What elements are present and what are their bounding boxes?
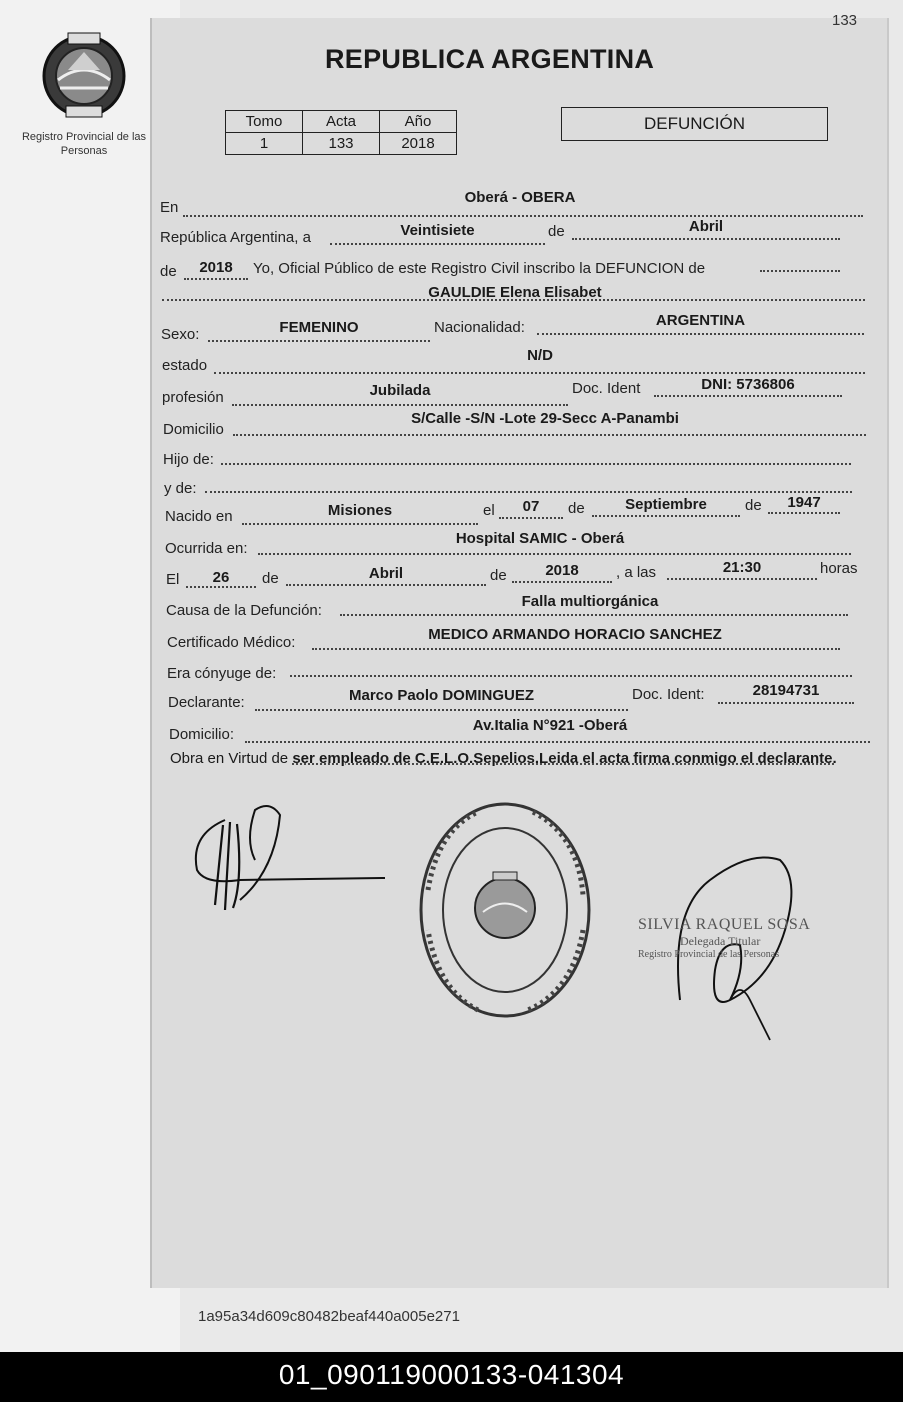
value-nacionalidad: ARGENTINA [655, 312, 746, 329]
value-doc-ident: DNI: 5736806 [701, 376, 795, 393]
dotted-line [233, 434, 866, 436]
obra-paragraph [170, 745, 870, 773]
value-declarante: Marco Paolo DOMINGUEZ [348, 687, 535, 704]
dotted-line [330, 243, 545, 245]
value-declarante-doc: 28194731 [752, 682, 820, 699]
label-domicilio: Domicilio [163, 421, 224, 438]
file-id: 01_090119000133-041304 [278, 1359, 625, 1390]
value-anio: 2018 [199, 259, 233, 276]
label-ocurrida-en: Ocurrida en: [165, 540, 248, 557]
header-acta: Acta [303, 111, 380, 133]
dotted-line [592, 515, 740, 517]
dotted-line [221, 463, 851, 465]
label-yo: Yo, Oficial Público de este Registro Civil inscribo la DEFUNCION de [253, 260, 706, 277]
signer-role: Delegada Titular [680, 934, 761, 948]
dotted-line [258, 553, 851, 555]
dotted-line [312, 648, 840, 650]
value-profesion: Jubilada [369, 382, 431, 399]
dotted-line [340, 614, 848, 616]
header-anio: Año [380, 111, 457, 133]
label-sexo: Sexo: [161, 326, 200, 343]
dotted-line [242, 523, 478, 525]
label-de: de [490, 567, 507, 584]
label-doc-ident: Doc. Ident [572, 380, 641, 397]
dotted-line [245, 741, 870, 743]
value-mes: Abril [688, 218, 724, 235]
dotted-line [654, 395, 842, 397]
dotted-line [255, 709, 628, 711]
label-declarante: Declarante: [168, 694, 245, 711]
value-nac-anio: 1947 [787, 494, 821, 511]
dotted-line [214, 372, 865, 374]
label-y-de: y de: [164, 480, 197, 497]
label-domicilio2: Domicilio: [169, 726, 235, 743]
label-de: de [262, 570, 279, 587]
dotted-line [183, 215, 863, 217]
value-def-mes: Abril [368, 565, 404, 582]
dotted-line [667, 578, 817, 580]
label-horas: horas [820, 560, 858, 577]
registry-seal [418, 800, 593, 1020]
label-republica: República Argentina, a [160, 229, 311, 246]
signer-block [638, 916, 838, 960]
label-profesion: profesión [162, 389, 224, 406]
label-nacionalidad: Nacionalidad: [434, 319, 525, 336]
value-obra: ser empleado de C.E.L.O.Sepelios.Leida el acta firma conmigo el declarante. [292, 750, 837, 767]
document-sheet [150, 18, 889, 1288]
dotted-line [768, 512, 840, 514]
value-domicilio: S/Calle -S/N -Lote 29-Secc A-Panambi [411, 410, 679, 427]
declarant-signature [185, 800, 390, 920]
value-sexo: FEMENINO [279, 319, 359, 336]
dotted-line [186, 586, 256, 588]
document-title: REPUBLICA ARGENTINA [325, 44, 655, 74]
value-nacido-en: Misiones [327, 502, 393, 519]
value-nac-dia: 07 [522, 498, 540, 515]
label-el: el [483, 502, 495, 519]
value-nac-mes: Septiembre [625, 496, 707, 513]
label-certificado: Certificado Médico: [167, 634, 296, 651]
dotted-line [537, 333, 864, 335]
value-ocurrida-en: Hospital SAMIC - Oberá [455, 530, 625, 547]
label-nacido-en: Nacido en [165, 508, 233, 525]
dotted-line [286, 584, 486, 586]
label-de: de [568, 500, 585, 517]
label-de: de [160, 263, 177, 280]
dotted-line [232, 404, 568, 406]
label-el-cap: El [166, 571, 180, 588]
value-declarante-domicilio: Av.Italia N°921 -Oberá [472, 717, 628, 734]
dotted-line [499, 517, 563, 519]
dotted-line [290, 675, 852, 677]
registry-table [225, 110, 457, 155]
dotted-line [760, 270, 840, 272]
value-tomo: 1 [226, 133, 303, 155]
value-def-dia: 26 [212, 569, 230, 586]
label-estado: estado [162, 357, 208, 374]
label-de: de [548, 223, 565, 240]
label-de: de [745, 497, 762, 514]
value-localidad: Oberá - OBERA [464, 189, 576, 206]
value-dia: Veintisiete [400, 222, 475, 239]
label-en: En [160, 199, 179, 216]
dotted-line [512, 581, 612, 583]
value-def-anio: 2018 [545, 562, 579, 579]
province-emblem-icon [38, 30, 130, 122]
value-acta: 133 [303, 133, 380, 155]
value-estado: N/D [527, 347, 553, 364]
organization-name: Registro Provincial de las Personas [21, 131, 147, 157]
value-certificado: MEDICO ARMANDO HORACIO SANCHEZ [428, 626, 722, 643]
label-hijo-de: Hijo de: [163, 451, 214, 468]
signer-office: Registro Provincial de las Personas [638, 949, 780, 960]
page-number: 133 [832, 12, 858, 29]
label-causa: Causa de la Defunción: [166, 602, 322, 619]
label-obra: Obra en Virtud de [170, 750, 289, 767]
signer-name: SILVIA RAQUEL SOSA [638, 916, 811, 933]
value-fallecido: GAULDIE Elena Elisabet [428, 284, 602, 301]
value-hora: 21:30 [722, 559, 762, 576]
value-causa: Falla multiorgánica [521, 593, 659, 610]
dotted-line [718, 702, 854, 704]
document-type-box: DEFUNCIÓN [561, 107, 828, 141]
value-anio: 2018 [380, 133, 457, 155]
dotted-line [205, 491, 852, 493]
label-doc-ident2: Doc. Ident: [632, 686, 705, 703]
header-tomo: Tomo [226, 111, 303, 133]
dotted-line [208, 340, 430, 342]
dotted-line [572, 238, 840, 240]
document-hash: 1a95a34d609c80482beaf440a005e271 [198, 1308, 460, 1325]
dotted-line [184, 278, 248, 280]
label-a-las: , a las [616, 564, 657, 581]
label-conyuge: Era cónyuge de: [167, 665, 277, 682]
